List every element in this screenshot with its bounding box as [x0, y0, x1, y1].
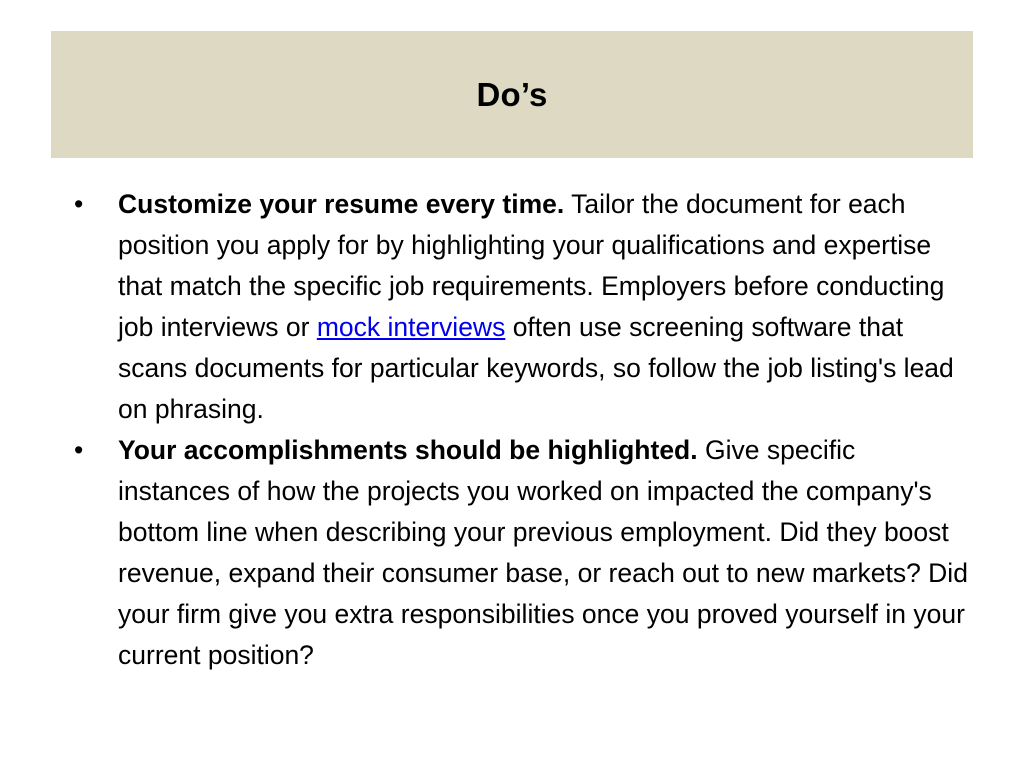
bullet-lead: Customize your resume every time. — [118, 189, 565, 219]
bullet-dot-icon: • — [74, 189, 84, 219]
slide-content — [70, 184, 970, 676]
mock-interviews-link[interactable]: mock interviews — [316, 312, 506, 342]
bullet-lead: Your accomplishments should be highlighted. — [118, 435, 698, 465]
slide-title: Do’s — [476, 75, 548, 113]
bullet-text: Give specific instances of how the projects you worked on impacted the company's bottom line when describing your previous employment. Did they boost revenue, expand their consumer base, or reach out to new markets? Did your firm give you extra responsibilities once you proved yourself in your current position? — [118, 435, 968, 670]
title-band — [51, 31, 973, 158]
bullet-text: often use screening software that scans documents for particular keywords, so follow the job listing's lead on phrasing. — [118, 312, 954, 424]
bullet-item-customize — [70, 184, 970, 430]
bullet-list — [70, 184, 970, 676]
bullet-dot-icon: • — [74, 435, 84, 465]
bullet-text: Tailor the document for each position you apply for by highlighting your qualifications and expertise that match the specific job requirements. Employers before conducting job interviews or — [118, 189, 945, 342]
bullet-item-accomplishments — [70, 430, 970, 676]
